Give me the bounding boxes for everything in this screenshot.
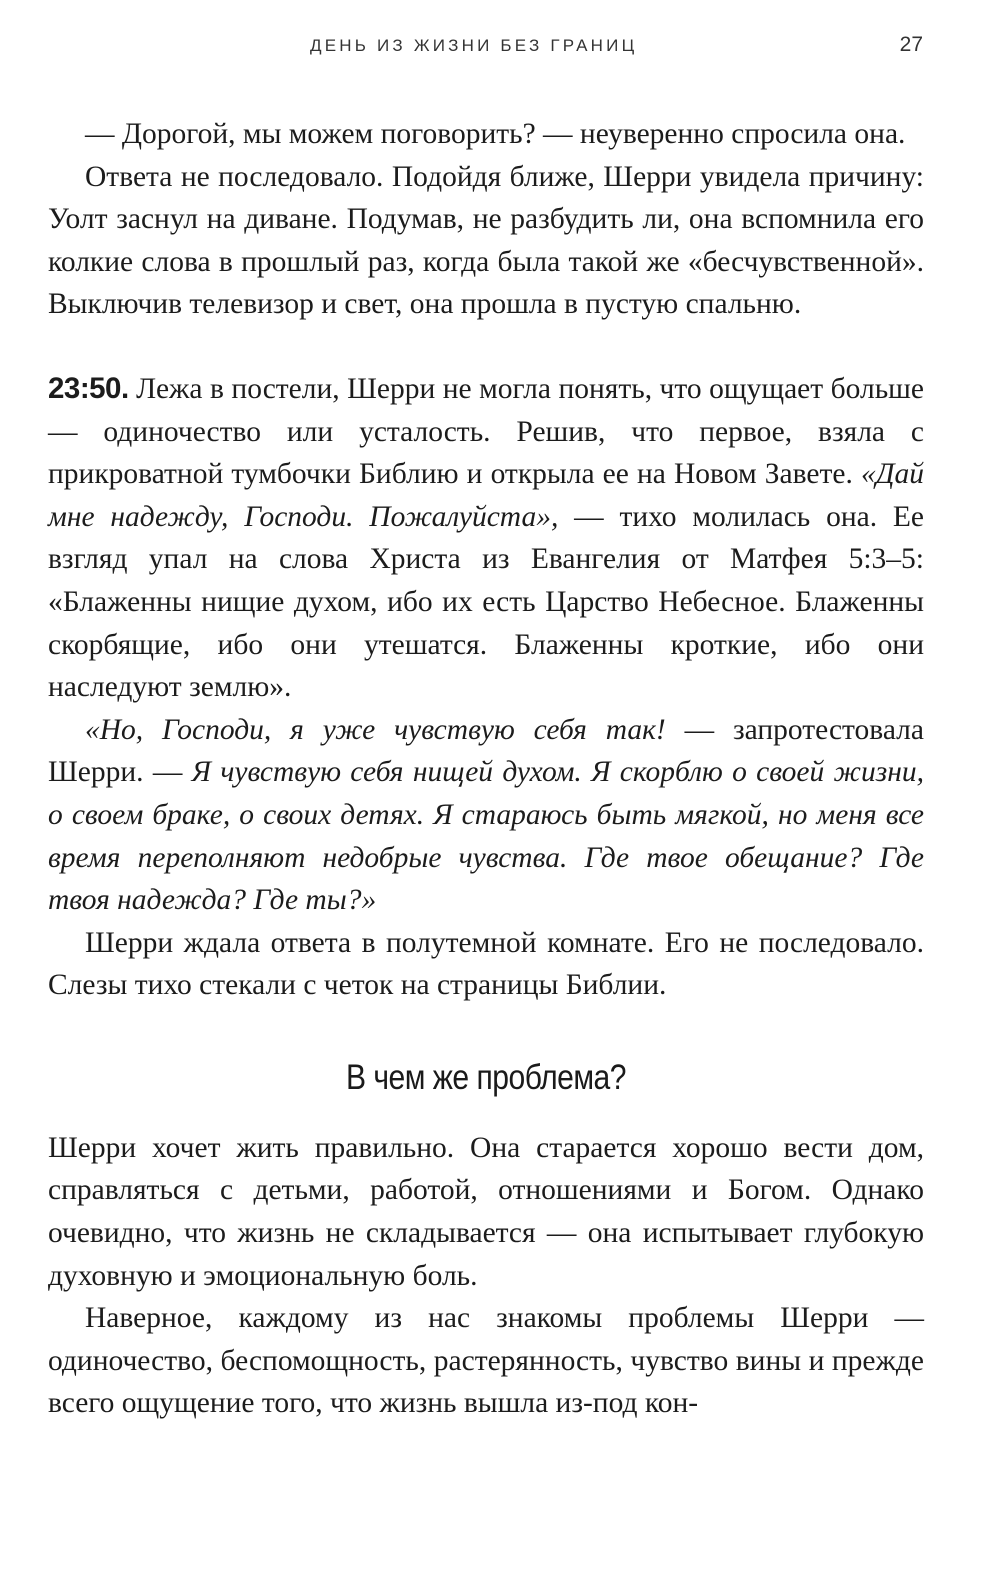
paragraph-everyone: Наверное, каждому из нас знакомы проблемы Шерри — одиночество, беспомощность, растерянность, чувство вины и прежде всего ощущение того, что жизнь вышла из-под кон- — [48, 1302, 924, 1420]
page-number: 27 — [899, 33, 923, 56]
paragraph-sherry-wants: Шерри хочет жить правильно. Она старается хорошо вести дом, справляться с детьми, работой, отношениями и Богом. Однако очевидно, что жизнь не складывается — она испытывает глубокую духовную и эмоциональную боль. — [48, 1131, 924, 1292]
italic-quote: «Но, Господи, я уже чувствую себя так! — [85, 713, 666, 746]
paragraph-protest — [48, 709, 924, 922]
section-heading: В чем же проблема? — [345, 1057, 627, 1097]
running-header — [0, 33, 1000, 60]
paragraph-text: Лежа в постели, Шерри не могла понять, что ощущает больше — одиночество или усталость. Решив, что первое, взяла с прикроватной тумбочки Библию и открыла ее на Новом Завете. — [48, 372, 924, 491]
paragraph-waiting: Шерри ждала ответа в полутемной комнате. Его не последовало. Слезы тихо стекали с четок на страницы Библии. — [48, 926, 924, 1002]
italic-prayer: «Дай мне надежду, Господи. Пожалуйста», — [48, 458, 924, 533]
running-title: ДЕНЬ ИЗ ЖИЗНИ БЕЗ ГРАНИЦ — [310, 36, 638, 55]
italic-quote: Я чувствую себя нищей духом. Я скорблю о своей жизни, о своем браке, о своих детях. Я стараюсь быть мягкой, но меня все время переполняют недобрые чувства. Где твое обещание? Где твоя надежда? Где ты?» — [48, 756, 925, 917]
paragraph-2350 — [48, 368, 924, 709]
body-text — [48, 113, 924, 1425]
time-stamp: 23:50. — [48, 371, 129, 405]
paragraph-text: — запротестовала Шерри. — — [48, 713, 924, 789]
paragraph-dialogue: — Дорогой, мы можем поговорить? — неуверенно спросила она. — [85, 118, 906, 150]
paragraph-no-answer: Ответа не последовало. Подойдя ближе, Шерри увидела причину: Уолт заснул на диване. Подумав, не разбудить ли, она вспомнила его колкие слова в прошлый раз, когда была такой же «бесчувственной». Выключив телевизор и свет, она прошла в пустую спальню. — [48, 160, 924, 321]
paragraph-text: — тихо молилась она. Ее взгляд упал на слова Христа из Евангелия от Матфея 5:3–5: «Блаженны нищие духом, ибо их есть Царство Небесное. Блаженны скорбящие, ибо они утешатся. Блаженны кроткие, ибо они наследуют землю». — [48, 500, 924, 704]
